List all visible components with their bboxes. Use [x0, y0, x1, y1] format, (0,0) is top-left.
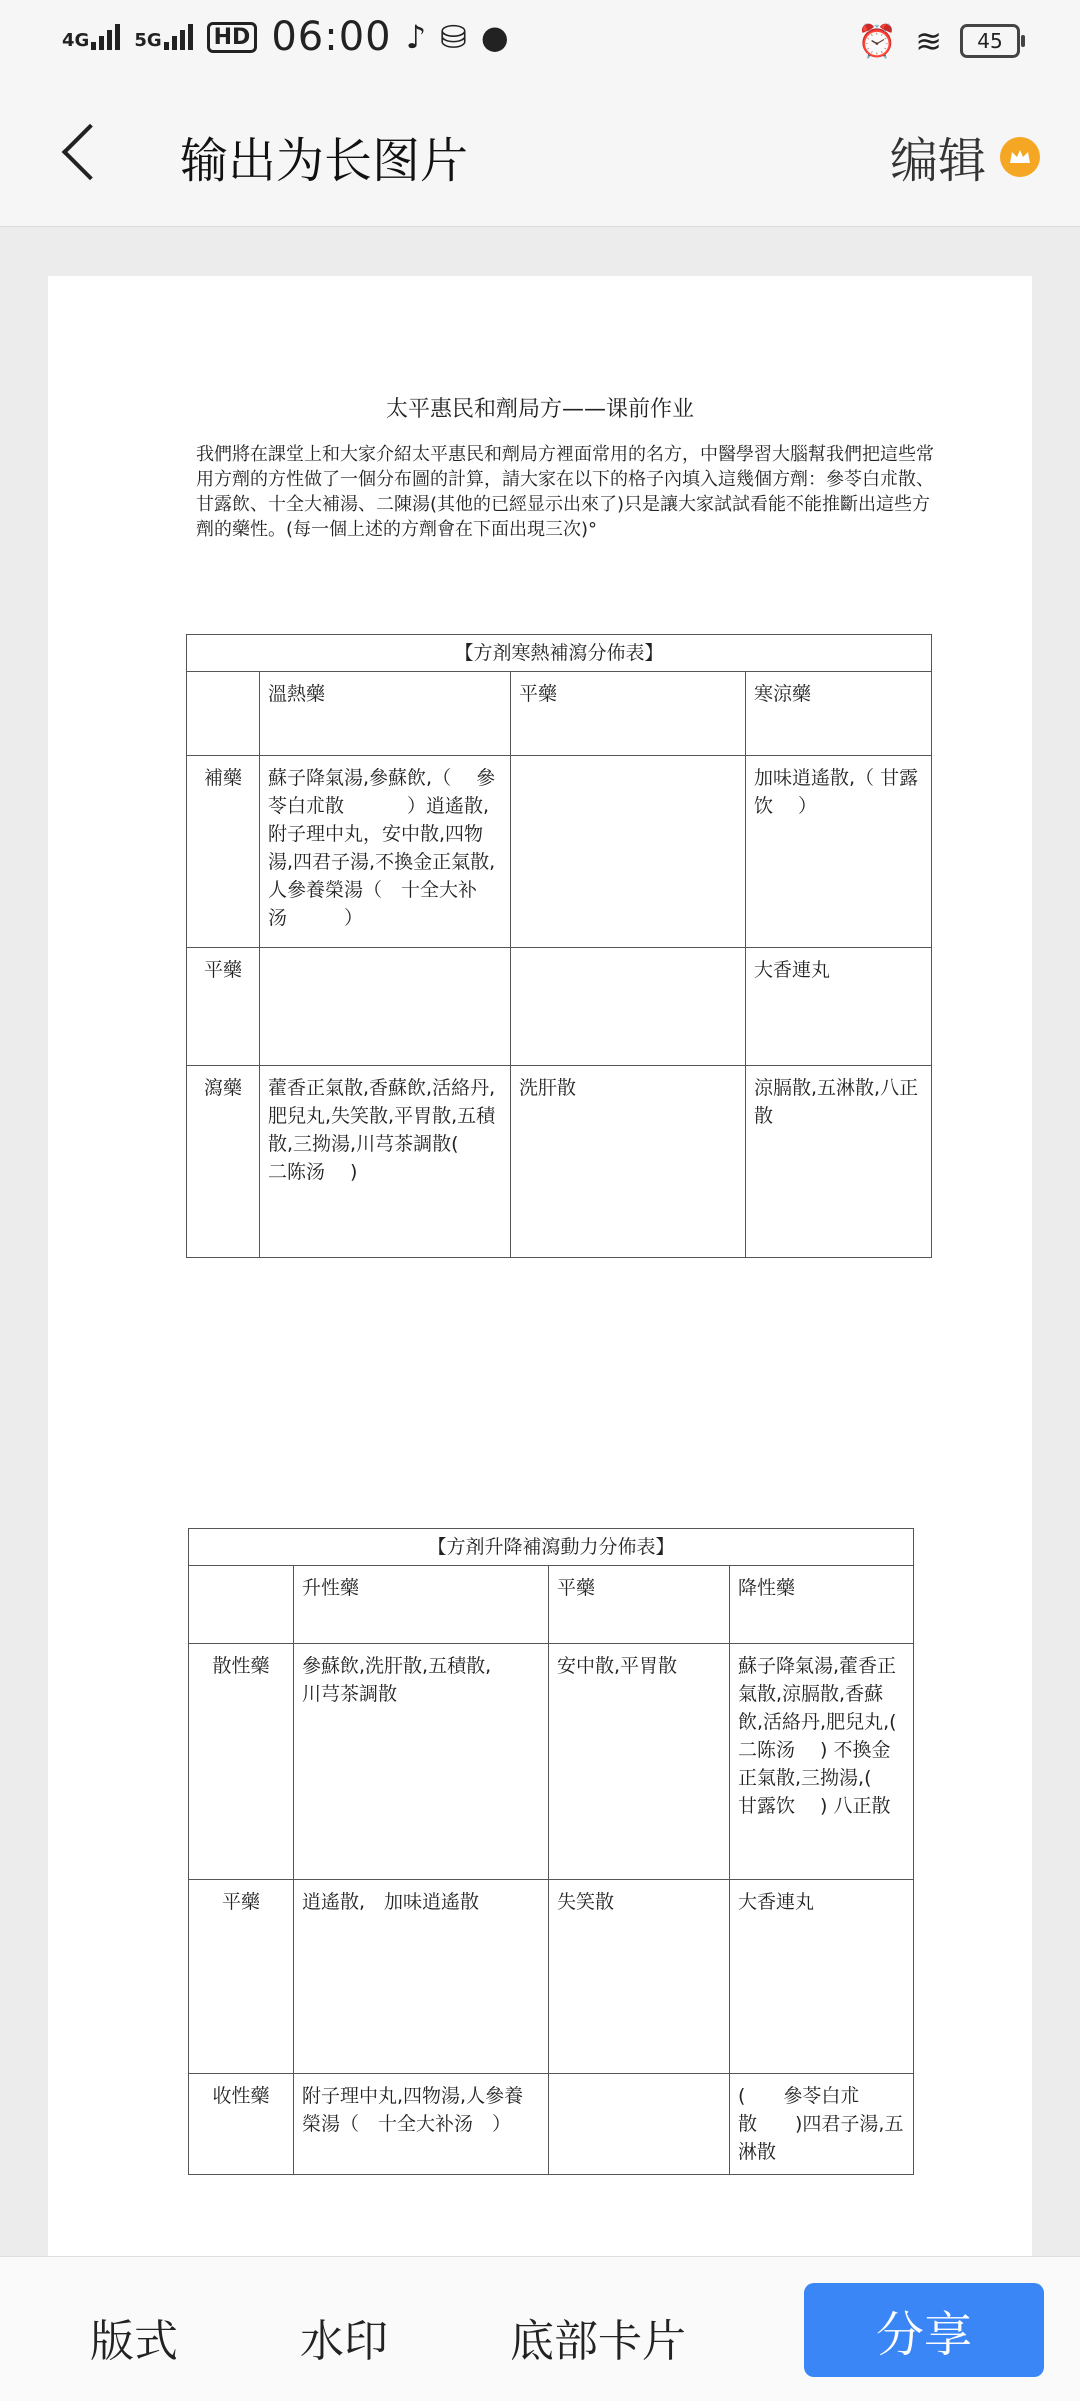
- table-cell: 蘇子降氣湯,參蘇飲,（ 參苓白朮散 ）逍遙散,附子理中丸，安中散,四物湯,四君子湯,不換金正氣散,人參養榮湯（ 十全大补汤 ）: [260, 756, 511, 948]
- share-button[interactable]: 分享: [804, 2283, 1044, 2377]
- alarm-icon: ⏰: [857, 22, 898, 60]
- table-cell: 加味逍遙散,（ 甘露饮 ）: [746, 756, 932, 948]
- table-cell: 大香連丸: [746, 948, 932, 1066]
- column-header: 升性藥: [294, 1566, 549, 1644]
- table-cell: [260, 948, 511, 1066]
- table-cell: 逍遙散, 加味逍遙散: [294, 1880, 549, 2074]
- status-time: 06:00: [271, 14, 392, 60]
- document-intro: 我們將在課堂上和大家介紹太平惠民和劑局方裡面常用的名方，中醫學習大腦幫我們把這些常用方劑的方性做了一個分布圖的計算，請大家在以下的格子內填入這幾個方劑：參苓白朮散、甘露飲、十全大補湯、二陳湯(其他的已經显示出來了)只是讓大家試試看能不能推斷出這些方劑的藥性。(每一個上述的方劑會在下面出現三次)°: [196, 444, 934, 540]
- tiktok-icon: ♪: [405, 18, 427, 56]
- table-row: [189, 1880, 914, 2074]
- bottom-card-button[interactable]: 底部卡片: [510, 2316, 686, 2367]
- table-cell: 附子理中丸,四物湯,人參養榮湯（ 十全大补汤 ）: [294, 2074, 549, 2175]
- table-cell: 安中散,平胃散: [549, 1644, 730, 1880]
- hd-voice-icon: HD: [207, 22, 258, 53]
- storage-warning-icon: ⛁: [440, 18, 467, 56]
- table-row: [187, 948, 932, 1066]
- layout-button[interactable]: 版式: [90, 2316, 178, 2367]
- table-row: [187, 756, 932, 948]
- row-header: 收性藥: [189, 2074, 294, 2175]
- column-header: 寒涼藥: [746, 672, 932, 756]
- table-cell: 蘇子降氣湯,藿香正氣散,涼膈散,香蘇飲,活絡丹,肥兒丸,( 二陈汤 ) 不換金正氣散,三拗湯,( 甘露饮 ) 八正散: [730, 1644, 914, 1880]
- battery-level: 45: [977, 29, 1003, 53]
- page-title: 输出为长图片: [180, 133, 469, 189]
- row-header: 補藥: [187, 756, 260, 948]
- column-header: 降性藥: [730, 1566, 914, 1644]
- table-cell: 藿香正氣散,香蘇飲,活絡丹,肥兒丸,失笑散,平胃散,五積散,三拗湯,川芎茶調散( 二陈汤 ): [260, 1066, 511, 1258]
- battery-icon: [960, 24, 1020, 58]
- document-title: 太平惠民和劑局方——课前作业: [385, 397, 694, 422]
- row-header: 平藥: [189, 1880, 294, 2074]
- table-caption: 【方剤寒熱補瀉分佈表】: [187, 635, 932, 672]
- table-cell: 參蘇飲,洗肝散,五積散, 川芎茶調散: [294, 1644, 549, 1880]
- table-cell: 涼膈散,五淋散,八正散: [746, 1066, 932, 1258]
- cold-heat-table: [186, 634, 932, 1258]
- long-image-preview[interactable]: [48, 276, 1032, 2256]
- column-header: 平藥: [511, 672, 746, 756]
- table-row: [187, 1066, 932, 1258]
- watermark-button[interactable]: 水印: [300, 2316, 388, 2367]
- network-type-2: 5G: [134, 30, 162, 51]
- vip-crown-icon: [1000, 137, 1040, 177]
- corner-cell: [189, 1566, 294, 1644]
- bottom-toolbar: [0, 2256, 1080, 2401]
- ascend-descend-table: [188, 1528, 935, 2175]
- table-row: [189, 2074, 914, 2175]
- column-header: 平藥: [549, 1566, 730, 1644]
- back-button[interactable]: [56, 124, 116, 184]
- row-header: 平藥: [187, 948, 260, 1066]
- table-cell: ( 參苓白朮散 )四君子湯,五淋散: [730, 2074, 914, 2175]
- edit-label: 编辑: [889, 133, 986, 189]
- edit-button[interactable]: [890, 122, 1040, 191]
- network-type-1: 4G: [62, 30, 90, 51]
- table-row: [189, 1644, 914, 1880]
- table-cell: 失笑散: [549, 1880, 730, 2074]
- column-header: 溫熱藥: [260, 672, 511, 756]
- wifi-icon: ≋: [915, 22, 942, 60]
- signal-5g-icon: [134, 24, 192, 50]
- row-header: 散性藥: [189, 1644, 294, 1880]
- chat-bubble-icon: ●: [480, 18, 509, 56]
- table-caption: 【方剤升降補瀉動力分佈表】: [189, 1529, 914, 1566]
- signal-4g-icon: [62, 24, 120, 50]
- table-cell: [511, 756, 746, 948]
- table-cell: 洗肝散: [511, 1066, 746, 1258]
- row-header: 瀉藥: [187, 1066, 260, 1258]
- app-header: [0, 86, 1080, 227]
- table-cell: [511, 948, 746, 1066]
- table-cell: 大香連丸: [730, 1880, 914, 2074]
- status-bar: [0, 0, 1080, 86]
- table-cell: [549, 2074, 730, 2175]
- corner-cell: [187, 672, 260, 756]
